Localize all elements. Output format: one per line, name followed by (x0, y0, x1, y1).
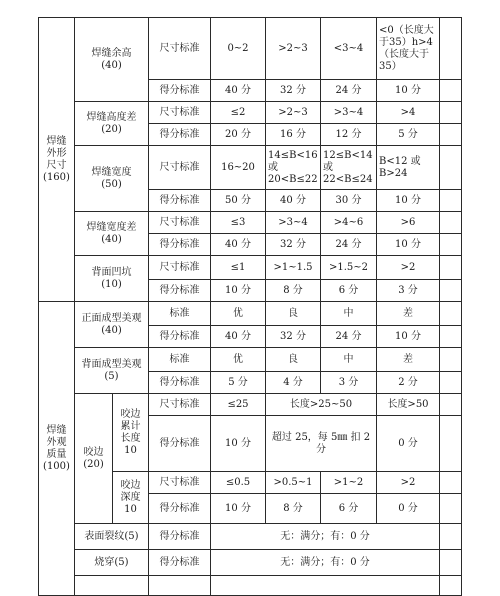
section-line: 尺寸 (46, 159, 67, 171)
blank-cell (440, 102, 462, 124)
blank-cell (440, 280, 462, 302)
row-label: 尺寸标准 (149, 102, 211, 124)
undercut-depth-name: 咬边 深度 10 (113, 472, 149, 524)
grade-value: 良 (266, 302, 321, 326)
grade-value: ≤0.5 (211, 472, 266, 494)
blank-cell (440, 18, 462, 80)
grade-value: ≤25 (211, 394, 266, 416)
grade-value: 14≤B<16 或 20<B≤22 (266, 146, 321, 190)
score-value: 3 分 (377, 280, 440, 302)
score-value: 3 分 (321, 372, 377, 394)
blank-cell (440, 256, 462, 280)
next-row-cell (211, 576, 440, 596)
row-label: 得分标准 (149, 550, 211, 576)
blank-cell (440, 576, 462, 596)
section-title-dimensions (39, 18, 75, 302)
score-value: 24 分 (321, 234, 377, 256)
grade-value: 16~20 (211, 146, 266, 190)
grade-value: 差 (377, 302, 440, 326)
blank-cell (440, 302, 462, 326)
section-line: (100) (43, 460, 70, 472)
item-name: 焊缝宽度 (50) (75, 146, 149, 212)
row-label: 标准 (149, 348, 211, 372)
score-value: 16 分 (266, 124, 321, 146)
row-label: 尺寸标准 (149, 256, 211, 280)
blank-cell (440, 394, 462, 416)
row-label: 尺寸标准 (149, 472, 211, 494)
next-row-cell (149, 576, 211, 596)
item-name: 背面凹坑 (10) (75, 256, 149, 302)
score-value: 12 分 (321, 124, 377, 146)
blank-cell (440, 550, 462, 576)
row-label: 尺寸标准 (149, 212, 211, 234)
undercut-group-name: 咬边 (20) (75, 394, 113, 524)
grade-value: >2~3 (266, 18, 321, 80)
grade-value: >4~6 (321, 212, 377, 234)
blank-cell (440, 80, 462, 102)
score-value: 10 分 (377, 190, 440, 212)
blank-cell (440, 372, 462, 394)
blank-cell (440, 212, 462, 234)
grade-value: >0.5~1 (266, 472, 321, 494)
row-label: 得分标准 (149, 80, 211, 102)
item-name: 焊缝宽度差 (40) (75, 212, 149, 256)
item-name: 背面成型美观 (5) (75, 348, 149, 394)
section-line: 外形 (46, 147, 67, 159)
section-line: 焊缝 (46, 424, 67, 436)
score-value: 40 分 (211, 80, 266, 102)
score-rule: 无：满分；有：0 分 (211, 524, 440, 550)
grade-value: 中 (321, 302, 377, 326)
grade-value: 中 (321, 348, 377, 372)
score-value: 32 分 (266, 234, 321, 256)
row-label: 尺寸标准 (149, 394, 211, 416)
section-line: 质量 (46, 448, 67, 460)
grade-value: >2 (377, 472, 440, 494)
item-name: 焊缝余高 (40) (75, 18, 149, 102)
score-value: 50 分 (211, 190, 266, 212)
welding-score-table (38, 17, 462, 596)
row-label: 尺寸标准 (149, 146, 211, 190)
score-value: 20 分 (211, 124, 266, 146)
score-value: 10 分 (211, 416, 266, 472)
section-line: (160) (43, 171, 70, 183)
row-label: 得分标准 (149, 416, 211, 472)
score-value: 24 分 (321, 80, 377, 102)
grade-value: >1~2 (321, 472, 377, 494)
row-label: 得分标准 (149, 494, 211, 524)
grade-value: >1.5~2 (321, 256, 377, 280)
grade-value: 优 (211, 348, 266, 372)
undercut-length-name: 咬边 累计 长度 10 (113, 394, 149, 472)
score-value: 10 分 (211, 280, 266, 302)
row-label: 得分标准 (149, 280, 211, 302)
score-value: 32 分 (266, 326, 321, 348)
grade-value: ≤3 (211, 212, 266, 234)
score-value: 10 分 (211, 494, 266, 524)
score-rule: 无：满分；有：0 分 (211, 550, 440, 576)
grade-value: 长度>50 (377, 394, 440, 416)
grade-value: ≤2 (211, 102, 266, 124)
blank-cell (440, 348, 462, 372)
grade-value: >2~3 (266, 102, 321, 124)
score-value: 6 分 (321, 494, 377, 524)
grade-value: 长度>25~50 (266, 394, 377, 416)
grade-value: >2 (377, 256, 440, 280)
score-value: 0 分 (377, 494, 440, 524)
score-value: 10 分 (377, 80, 440, 102)
item-name: 正面成型美观 (40) (75, 302, 149, 348)
score-value: 8 分 (266, 280, 321, 302)
score-value: 5 分 (377, 124, 440, 146)
score-value: 4 分 (266, 372, 321, 394)
score-value: 5 分 (211, 372, 266, 394)
grade-value: >3~4 (266, 212, 321, 234)
blank-cell (440, 124, 462, 146)
section-line: 外观 (46, 436, 67, 448)
grade-value: >6 (377, 212, 440, 234)
score-value: 2 分 (377, 372, 440, 394)
grade-value: 良 (266, 348, 321, 372)
grade-value: >1~1.5 (266, 256, 321, 280)
item-name-crack: 表面裂纹(5) (75, 524, 149, 550)
grade-value: <3~4 (321, 18, 377, 80)
grade-value: ≤1 (211, 256, 266, 280)
grade-value: B<12 或 B>24 (377, 146, 440, 190)
item-name-burn: 烧穿(5) (75, 550, 149, 576)
score-value: 6 分 (321, 280, 377, 302)
row-label: 得分标准 (149, 190, 211, 212)
grade-value: 差 (377, 348, 440, 372)
row-label: 得分标准 (149, 372, 211, 394)
section-line: 焊缝 (46, 135, 67, 147)
score-value: 8 分 (266, 494, 321, 524)
row-label: 得分标准 (149, 524, 211, 550)
row-label: 标准 (149, 302, 211, 326)
blank-cell (440, 146, 462, 190)
row-label: 得分标准 (149, 326, 211, 348)
blank-cell (440, 472, 462, 494)
blank-cell (440, 190, 462, 212)
score-value: 32 分 (266, 80, 321, 102)
score-value: 10 分 (377, 234, 440, 256)
next-row-cell (75, 576, 149, 596)
score-value: 40 分 (211, 326, 266, 348)
grade-value: 0~2 (211, 18, 266, 80)
row-label: 得分标准 (149, 234, 211, 256)
grade-value: 12≤B<14 或 22<B≤24 (321, 146, 377, 190)
row-label: 尺寸标准 (149, 18, 211, 80)
score-value: 超过 25，每 5㎜ 扣 2 分 (266, 416, 377, 472)
blank-cell (440, 524, 462, 550)
section-title-appearance (39, 302, 75, 596)
blank-cell (440, 326, 462, 348)
blank-cell (440, 494, 462, 524)
score-value: 40 分 (211, 234, 266, 256)
score-value: 10 分 (377, 326, 440, 348)
item-name: 焊缝高度差 (20) (75, 102, 149, 146)
score-value: 0 分 (377, 416, 440, 472)
score-value: 40 分 (266, 190, 321, 212)
row-label: 得分标准 (149, 124, 211, 146)
score-value: 24 分 (321, 326, 377, 348)
grade-value: >3~4 (321, 102, 377, 124)
score-value: 30 分 (321, 190, 377, 212)
blank-cell (440, 234, 462, 256)
grade-value: 优 (211, 302, 266, 326)
grade-value: <0（长度大于35）h>4（长度大于35） (377, 18, 440, 80)
grade-value: >4 (377, 102, 440, 124)
blank-cell (440, 416, 462, 472)
